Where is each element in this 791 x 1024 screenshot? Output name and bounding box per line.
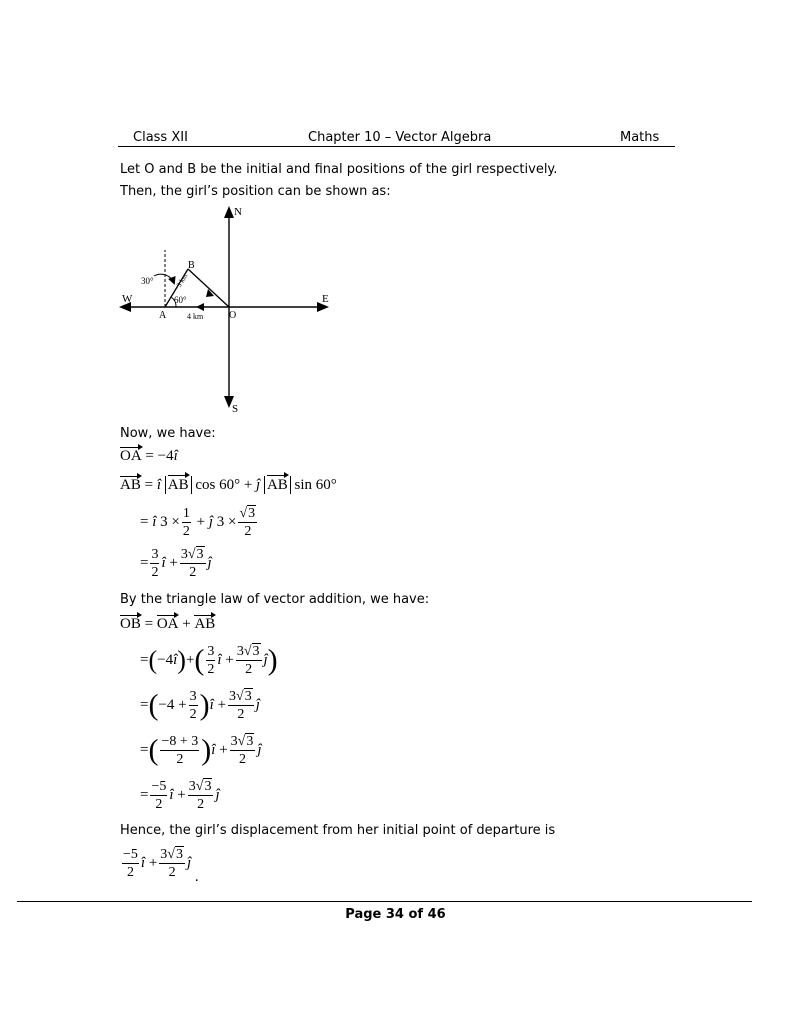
header-class: Class XII	[133, 130, 188, 145]
header-subject: Maths	[620, 130, 660, 145]
label-point-o: O	[229, 310, 237, 321]
eq-ob-step1: =(−4î)+( $\frac{3}{2}$ î + $\frac{3√3}{2}$ ĵ)	[140, 643, 278, 677]
angle-30-arc	[154, 274, 174, 283]
label-4km: 4 km	[187, 312, 204, 321]
text-triangle-law: By the triangle law of vector addition, we have:	[120, 592, 430, 607]
header-chapter: Chapter 10 – Vector Algebra	[308, 130, 492, 145]
eq-ob-step3: =( $\frac{-8 + 3}{2}$ )î + $\frac{3√3}{2}$ ĵ	[140, 733, 262, 767]
eq-ab-result: = $\frac{3}{2}$ î + $\frac{3√3}{2}$ ĵ	[140, 547, 212, 580]
header-rule	[118, 146, 675, 147]
eq-displacement: $\frac{-5}{2}$ î + $\frac{3√3}{2}$ ĵ .	[123, 847, 199, 885]
eq-ob-step2: =(−4 + $\frac{3}{2}$ )î + $\frac{3√3}{2}$ ĵ	[140, 688, 260, 722]
north-arrow	[224, 206, 234, 218]
footer-rule	[17, 901, 752, 902]
label-point-b: B	[188, 260, 195, 271]
label-angle-30: 30°	[141, 276, 154, 286]
eq-ob-result: = $\frac{-5}{2}$ î + $\frac{3√3}{2}$ ĵ	[140, 779, 220, 812]
label-point-a: A	[159, 310, 167, 321]
label-angle-60: 60°	[174, 295, 187, 305]
label-north: N	[234, 206, 242, 218]
eq-ob-def: OB = OA + AB	[120, 616, 216, 632]
page-number: Page 34 of 46	[345, 907, 446, 922]
text-line-1: Let O and B be the initial and final positions of the girl respectively.	[120, 162, 558, 177]
arrow-oa	[196, 303, 204, 311]
label-east: E	[322, 293, 329, 305]
label-3km: 3 km	[175, 272, 190, 289]
position-diagram	[110, 200, 340, 420]
text-hence: Hence, the girl’s displacement from her initial point of departure is	[120, 823, 556, 838]
text-now-we-have: Now, we have:	[120, 426, 216, 441]
segment-bo	[188, 269, 229, 307]
label-west: W	[122, 293, 133, 305]
label-south: S	[232, 403, 239, 415]
eq-ab-sub: = î 3 × $\frac{1}{2}$ + ĵ 3 × $\frac{√3}{2}$	[140, 506, 256, 539]
eq-ab-def: AB = î AB cos 60° + ĵ AB sin 60°	[120, 477, 337, 493]
text-line-2: Then, the girl’s position can be shown as:	[120, 184, 391, 199]
eq-oa: OA = −4î	[120, 448, 178, 464]
